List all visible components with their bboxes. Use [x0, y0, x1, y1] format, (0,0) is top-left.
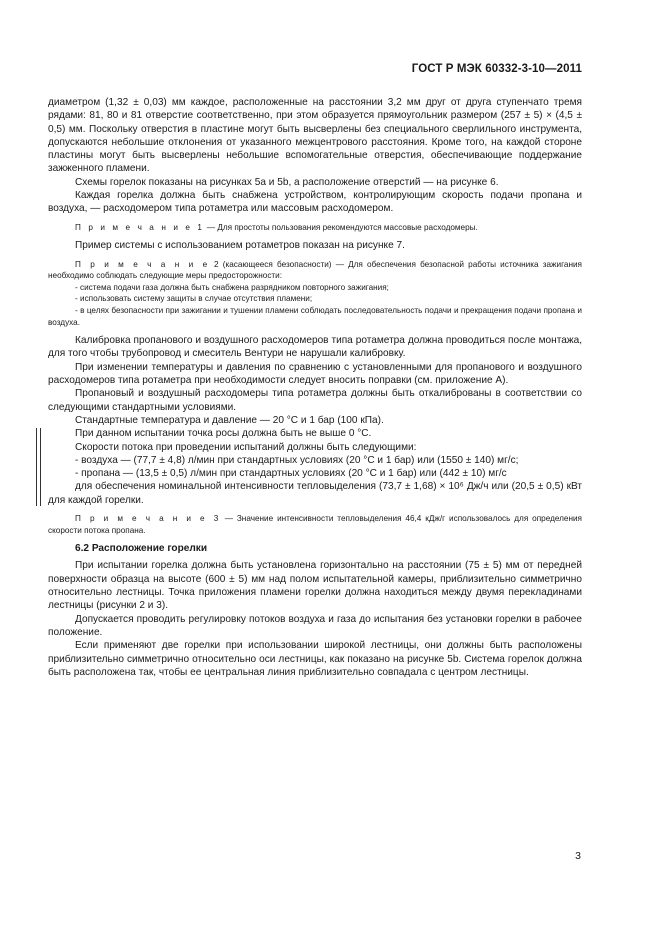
paragraph: Каждая горелка должна быть снабжена устройством, контролирующим скорость подачи пропана и воздуха, — расходомером типа ротаметра или массовым расходомером. [48, 190, 582, 215]
revision-marked-block [48, 427, 582, 507]
paragraph: Скорости потока при проведении испытаний должны быть следующими: [75, 441, 417, 453]
revision-bar [36, 428, 37, 506]
note-label: П р и м е ч а н и е 1 [75, 222, 205, 232]
paragraph: При данном испытании точка росы должна быть не выше 0 °С. [75, 428, 372, 440]
paragraph: Если применяют две горелки при использовании широкой лестницы, они должны быть расположены приблизительно симметрично относительно оси лестницы, как показано на рисунке 5b. Система горелок должна быть расположена так, чтобы ее центральная линия приблизительно совпадала с центром лестницы. [48, 640, 582, 678]
paragraph: Пример системы с использованием ротаметров показан на рисунке 7. [75, 240, 405, 252]
paragraph: диаметром (1,32 ± 0,03) мм каждое, расположенные на расстоянии 3,2 мм друг от друга ступенчато тремя рядами: 81, 80 и 81 отверстие соответственно, при этом образуется прямоугольник размером (257 ± 5) × (4,5 ± 0,5) мм. Поскольку отверстия в пластине могут быть высверлены без специального сверлильного инструмента, допускаются небольшие отклонения от указанного межцентрового расстояния. Кроме того, на каждой стороне пластины могут быть высверлены небольшие вспомогательные отверстия, обеспечивающие поддержание зажженного пламени. [48, 97, 582, 175]
paragraph: - воздуха — (77,7 ± 4,8) л/мин при стандартных условиях (20 °С и 1 бар) или (1550 ± 140) мг/с; [75, 454, 519, 466]
note-list-item: - использовать систему защиты в случае отсутствия пламени; [75, 294, 313, 304]
note-3 [48, 513, 582, 536]
note-1 [48, 222, 582, 234]
paragraph: Пропановый и воздушный расходомеры типа ротаметра должны быть откалиброваны в соответствии со следующими стандартными условиями. [48, 388, 582, 413]
paragraph: Стандартные температура и давление — 20 °С и 1 бар (100 кПа). [75, 414, 384, 426]
note-text: — Для простоты пользования рекомендуются массовые расходомеры. [204, 222, 478, 232]
note-2 [48, 259, 582, 282]
revision-bar [40, 428, 41, 506]
page-number: 3 [575, 850, 581, 862]
paragraph: - пропана — (13,5 ± 0,5) л/мин при стандартных условиях (20 °С и 1 бар) или (442 ± 10) мг/с [75, 468, 507, 480]
paragraph: Калибровка пропанового и воздушного расходомеров типа ротаметра должна проводиться после монтажа, для того чтобы трубопровод и смеситель Вентури не нарушали калибровку. [48, 335, 582, 360]
paragraph: Допускается проводить регулировку потоков воздуха и газа до испытания без установки горелки в рабочее положение. [48, 613, 582, 638]
paragraph: для обеспечения номинальной интенсивности тепловыделения (73,7 ± 1,68) × 10⁶ Дж/ч или (20,5 ± 0,5) кВт для каждой горелки. [48, 481, 582, 506]
page-body [48, 96, 582, 679]
note-label: П р и м е ч а н и е [75, 259, 210, 269]
paragraph: Схемы горелок показаны на рисунках 5a и 5b, а расположение отверстий — на рисунке 6. [75, 176, 499, 188]
paragraph: При изменении температуры и давления по сравнению с установленными для пропанового и воздушного расходомеров типа ротаметра при необходимости следует вносить поправки (см. приложение А). [48, 361, 582, 387]
note-list-item: - в целях безопасности при зажигании и тушении пламени соблюдать последовательность подачи и прекращения подачи пропана и воздуха. [48, 305, 582, 327]
section-title: 6.2 Расположение горелки [75, 543, 208, 555]
paragraph: При испытании горелка должна быть установлена горизонтально на расстоянии (75 ± 5) мм от передней поверхности образца на высоте (600 ± 5) мм над полом испытательной камеры, приблизительно симметрично относительно лестницы. Точка приложения пламени горелки должна находиться между двумя перекладинами лестницы (рисунки 2 и 3). [48, 560, 582, 612]
note-list-item: - система подачи газа должна быть снабжена разрядником повторного зажигания; [75, 282, 389, 292]
note-text: — Значение интенсивности тепловыделения 46,4 кДж/г использовалось для определения скорости потока пропана. [48, 513, 582, 535]
note-label: П р и м е ч а н и е 3 [75, 513, 221, 523]
document-header: ГОСТ Р МЭК 60332-3-10—2011 [411, 63, 582, 75]
note-text: 2 (касающееся безопасности) — Для обеспечения безопасной работы источника зажигания необходимо соблюдать следующие меры предосторожности: [48, 259, 582, 281]
